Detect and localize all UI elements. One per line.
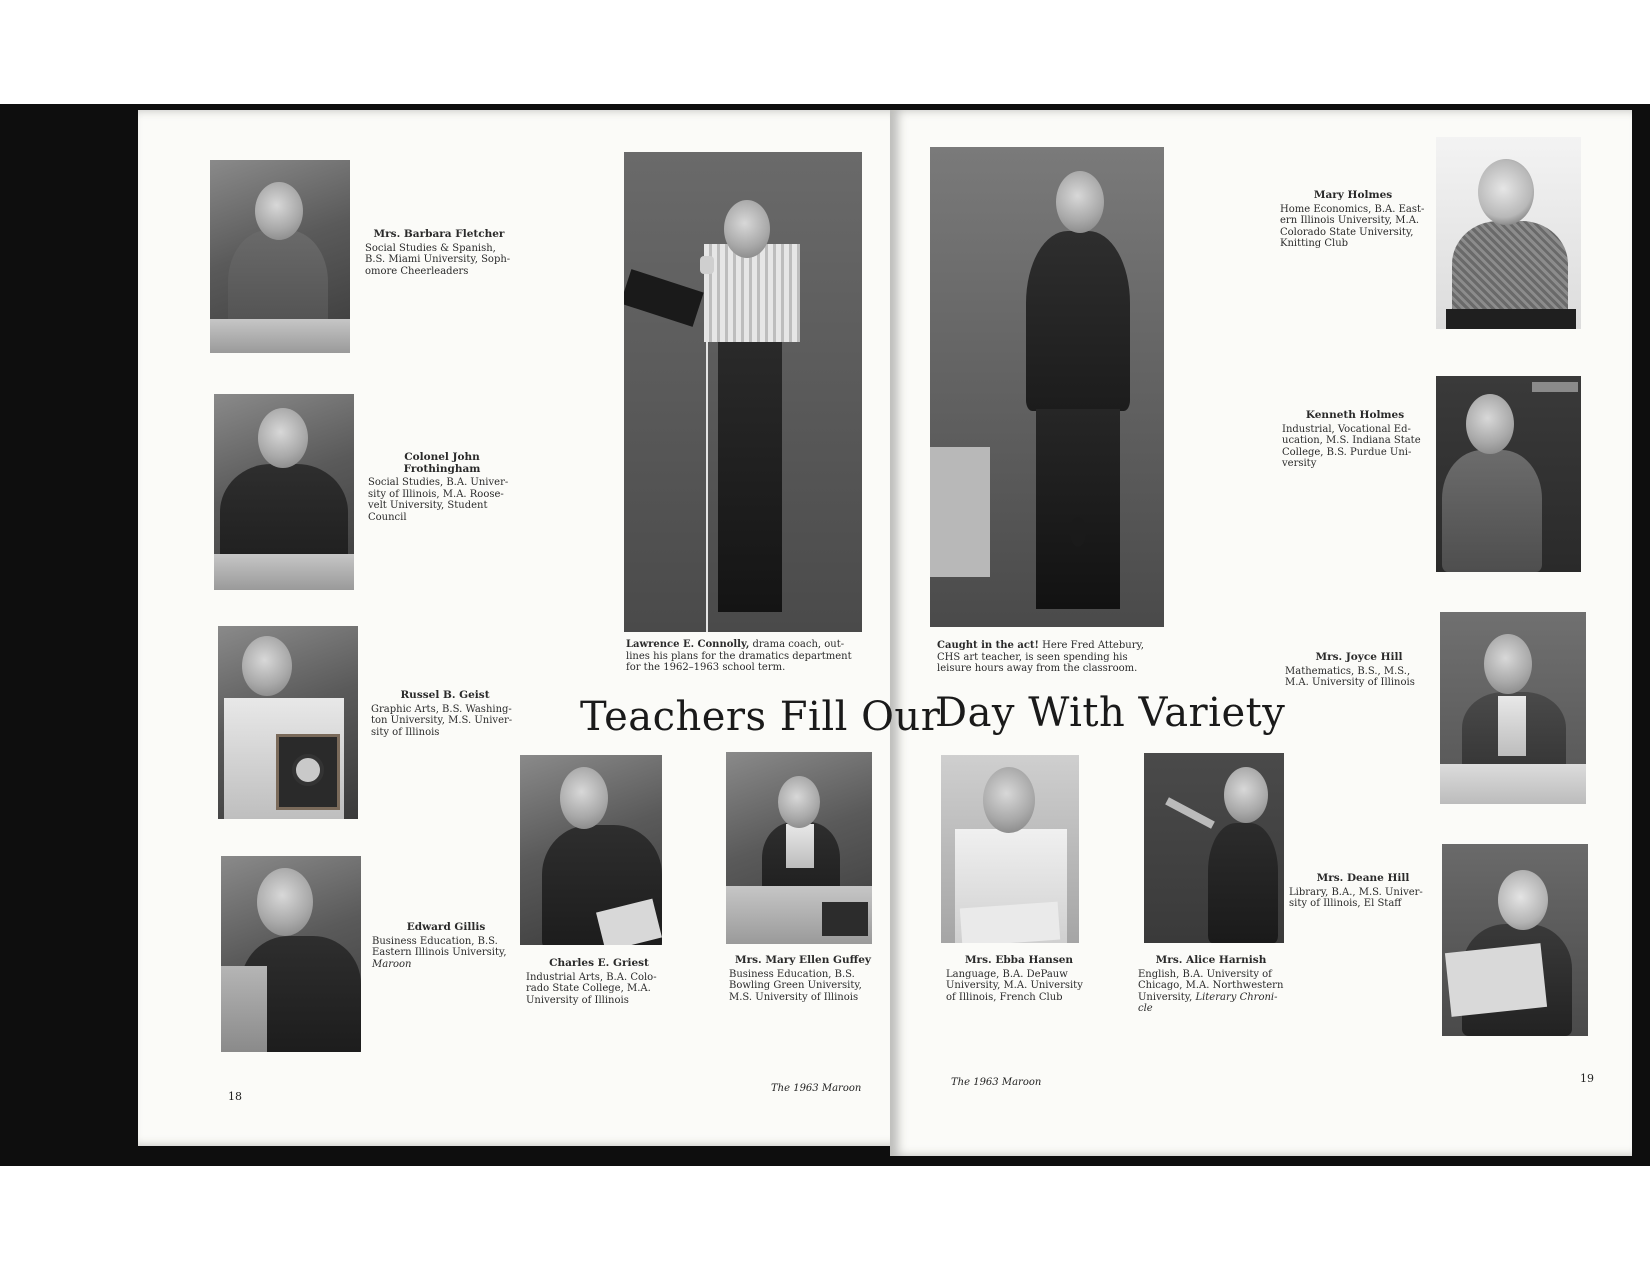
caption-gillis xyxy=(372,922,520,970)
desc-deane-hill: Library, B.A., M.S. Univer- sity of Illinois, El Staff xyxy=(1289,886,1423,909)
name-hansen: Mrs. Ebba Hansen xyxy=(964,954,1074,966)
caption-deane-hill xyxy=(1289,873,1437,910)
desc-gillis: Business Education, B.S. Eastern Illinois University, xyxy=(372,935,507,958)
desc-griest: Industrial Arts, B.A. Colo- rado State College, M.A. University of Illinois xyxy=(526,971,657,1006)
desc-harnish-italic: Literary Chroni- cle xyxy=(1138,991,1278,1014)
desc-joyce-hill: Mathematics, B.S., M.S., M.A. University of Illinois xyxy=(1285,665,1415,688)
name-griest: Charles E. Griest xyxy=(549,957,649,969)
photo-russel-geist xyxy=(218,626,358,819)
caption-connolly-text: drama coach, out- lines his plans for the dramatics department for the 1962–1963 school term. xyxy=(626,639,852,673)
desc-fletcher: Social Studies & Spanish, B.S. Miami University, Soph- omore Cheerleaders xyxy=(365,242,511,277)
desc-harnish: English, B.A. University of Chicago, M.A. Northwestern University, xyxy=(1138,968,1284,1003)
photo-lawrence-connolly xyxy=(624,152,862,632)
headline-left: Teachers Fill Our xyxy=(580,694,941,740)
page-number-left: 18 xyxy=(228,1090,242,1103)
photo-kenneth-holmes xyxy=(1436,376,1581,572)
photo-mary-holmes xyxy=(1436,137,1581,329)
name-fletcher: Mrs. Barbara Fletcher xyxy=(373,228,505,240)
photo-mary-ellen-guffey xyxy=(726,752,872,944)
desc-geist: Graphic Arts, B.S. Washing- ton University, M.S. Univer- sity of Illinois xyxy=(371,703,513,738)
name-mary-holmes: Mary Holmes xyxy=(1313,189,1393,201)
name-deane-hill: Mrs. Deane Hill xyxy=(1316,872,1410,884)
name-kenneth-holmes: Kenneth Holmes xyxy=(1305,409,1405,421)
caption-joyce-hill xyxy=(1285,652,1433,689)
page-number-right: 19 xyxy=(1580,1072,1594,1085)
caption-kenneth-holmes xyxy=(1282,410,1428,470)
desc-hansen: Language, B.A. DePauw University, M.A. University of Illinois, French Club xyxy=(946,968,1083,1003)
footer-title-right: The 1963 Maroon xyxy=(951,1077,1042,1088)
desc-mary-holmes: Home Economics, B.A. East- ern Illinois University, M.A. Colorado State University, Knitting Club xyxy=(1280,203,1425,249)
photo-ebba-hansen xyxy=(941,755,1079,943)
photo-barbara-fletcher xyxy=(210,160,350,353)
photo-deane-hill xyxy=(1442,844,1588,1036)
caption-attebury xyxy=(937,640,1183,675)
name-geist: Russel B. Geist xyxy=(400,689,490,701)
name-harnish: Mrs. Alice Harnish xyxy=(1155,954,1267,966)
caption-attebury-text: Here Fred Attebury, CHS art teacher, is seen spending his leisure hours away from the classroom. xyxy=(937,640,1144,674)
caption-connolly xyxy=(626,639,872,674)
caption-connolly-bold: Lawrence E. Connolly, xyxy=(626,639,750,650)
photo-edward-gillis xyxy=(221,856,361,1052)
headline-right: Day With Variety xyxy=(935,690,1286,736)
name-guffey: Mrs. Mary Ellen Guffey xyxy=(734,954,872,966)
caption-frothingham xyxy=(368,452,516,523)
photo-charles-griest xyxy=(520,755,662,945)
caption-fletcher xyxy=(365,229,513,277)
caption-griest xyxy=(526,958,672,1006)
name-joyce-hill: Mrs. Joyce Hill xyxy=(1315,651,1403,663)
caption-hansen xyxy=(946,955,1092,1003)
desc-guffey: Business Education, B.S. Bowling Green University, M.S. University of Illinois xyxy=(729,968,862,1003)
photo-joyce-hill xyxy=(1440,612,1586,804)
caption-harnish xyxy=(1138,955,1284,1015)
caption-guffey xyxy=(729,955,877,1003)
photo-alice-harnish xyxy=(1144,753,1284,943)
name-frothingham: Colonel John Frothingham xyxy=(403,451,481,475)
caption-geist xyxy=(371,690,519,738)
caption-mary-holmes xyxy=(1280,190,1426,250)
photo-fred-attebury xyxy=(930,147,1164,627)
footer-title-left: The 1963 Maroon xyxy=(771,1083,862,1094)
desc-gillis-italic: Maroon xyxy=(372,958,412,970)
name-gillis: Edward Gillis xyxy=(406,921,486,933)
caption-attebury-bold: Caught in the act! xyxy=(937,640,1039,651)
desc-frothingham: Social Studies, B.A. Univer- sity of Illinois, M.A. Roose- velt University, Student Council xyxy=(368,477,509,523)
desc-kenneth-holmes: Industrial, Vocational Ed- ucation, M.S. Indiana State College, B.S. Purdue Uni- versity xyxy=(1282,423,1421,469)
photo-john-frothingham xyxy=(214,394,354,590)
